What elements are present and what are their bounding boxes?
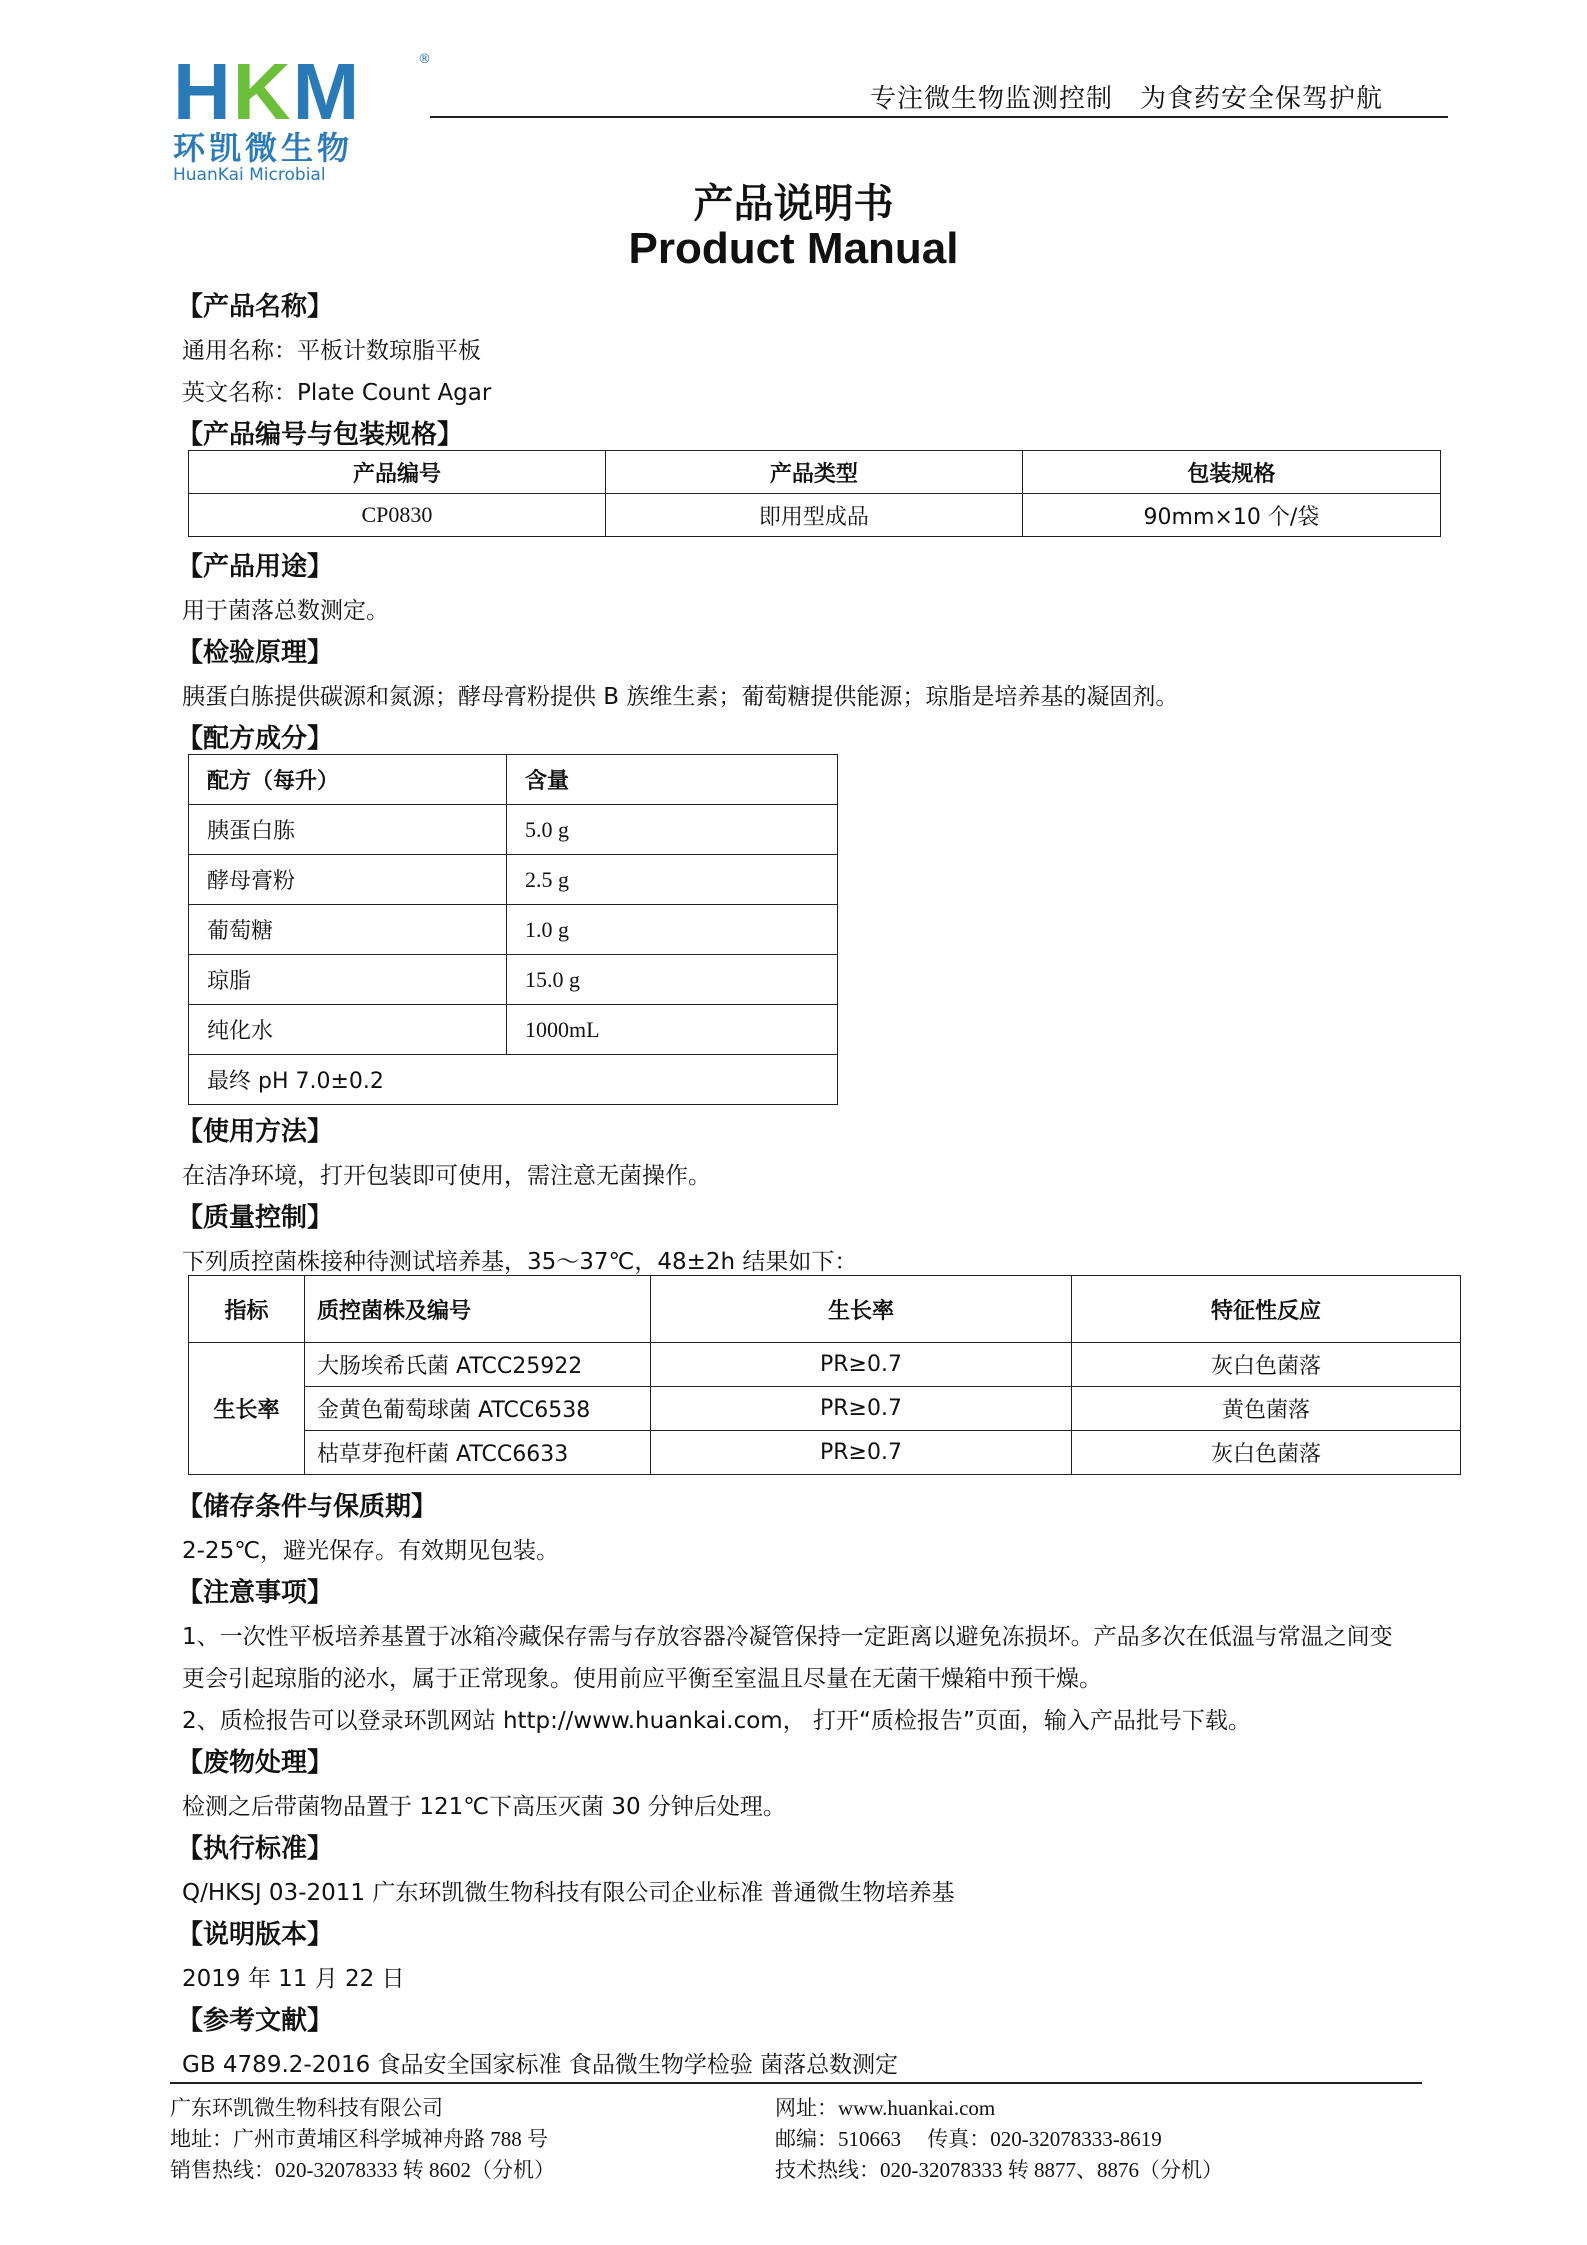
section-heading-method: 【使用方法】 (177, 1117, 334, 1147)
table-row (189, 855, 838, 905)
qc-reaction: 灰白色菌落 (1072, 1343, 1461, 1387)
qc-reaction: 灰白色菌落 (1072, 1431, 1461, 1475)
footer-tech-hotline: 技术热线：020-32078333 转 8877、8876（分机） (775, 2158, 1223, 2182)
header-divider (430, 116, 1448, 118)
notes-line: 1、一次性平板培养基置于冰箱冷藏保存需与存放容器冷凝管保持一定距离以避免冻损坏。产品多次在低温与常温之间变 (182, 1624, 1393, 1650)
amount: 2.5 g (507, 855, 838, 905)
table-row (189, 905, 838, 955)
section-heading-qc: 【质量控制】 (177, 1203, 334, 1233)
ingredient: 胰蛋白胨 (189, 805, 507, 855)
method-text: 在洁净环境，打开包装即可使用，需注意无菌操作。 (182, 1163, 711, 1189)
table-row (189, 1387, 1461, 1431)
title-english: Product Manual (628, 224, 959, 273)
qc-header: 质控菌株及编号 (305, 1276, 651, 1343)
ingredient: 琼脂 (189, 955, 507, 1005)
section-heading-packaging: 【产品编号与包装规格】 (177, 420, 464, 450)
amount: 1000mL (507, 1005, 838, 1055)
qc-group-label: 生长率 (189, 1343, 305, 1475)
package-spec: 90mm×10 个/袋 (1022, 494, 1440, 537)
footer-post-fax: 邮编：510663 传真：020-32078333-8619 (775, 2127, 1162, 2151)
section-heading-reference: 【参考文献】 (177, 2006, 334, 2036)
principle-text: 胰蛋白胨提供碳源和氮源；酵母膏粉提供 B 族维生素；葡萄糖提供能源；琼脂是培养基的凝固剂。 (182, 684, 1179, 710)
formula-header: 含量 (507, 755, 838, 805)
formula-table (188, 754, 838, 1105)
table-row (189, 494, 1441, 537)
reference-text: GB 4789.2-2016 食品安全国家标准 食品微生物学检验 菌落总数测定 (182, 2052, 899, 2078)
table-row (189, 1431, 1461, 1475)
logo-english-name: HuanKai Microbial (173, 165, 326, 185)
qc-strain: 金黄色葡萄球菌 ATCC6538 (305, 1387, 651, 1431)
ingredient: 酵母膏粉 (189, 855, 507, 905)
section-heading-standard: 【执行标准】 (177, 1834, 334, 1864)
section-heading-formula: 【配方成分】 (177, 724, 334, 754)
registered-icon: ® (418, 52, 431, 67)
logo-chinese-name: 环凯微生物 (173, 129, 354, 167)
ingredient: 纯化水 (189, 1005, 507, 1055)
notes-line: 2、质检报告可以登录环凯网站 http://www.huankai.com， 打开“质检报告”页面，输入产品批号下载。 (182, 1708, 1251, 1734)
table-row (189, 1005, 838, 1055)
formula-header: 配方（每升） (189, 755, 507, 805)
section-heading-usage: 【产品用途】 (177, 552, 334, 582)
generic-name: 通用名称：平板计数琼脂平板 (182, 338, 481, 364)
footer-address: 地址：广州市黄埔区科学城神舟路 788 号 (170, 2127, 548, 2151)
qc-header: 特征性反应 (1072, 1276, 1461, 1343)
header-slogan: 专注微生物监测控制 为食药安全保驾护航 (870, 84, 1384, 114)
qc-reaction: 黄色菌落 (1072, 1387, 1461, 1431)
storage-text: 2-25℃，避光保存。有效期见包装。 (182, 1538, 560, 1564)
qc-strain: 大肠埃希氏菌 ATCC25922 (305, 1343, 651, 1387)
qc-strain: 枯草芽孢杆菌 ATCC6633 (305, 1431, 651, 1475)
company-logo (173, 47, 433, 185)
packaging-table (188, 450, 1441, 537)
version-text: 2019 年 11 月 22 日 (182, 1966, 405, 1992)
qc-growth: PR≥0.7 (651, 1387, 1072, 1431)
table-row (189, 1343, 1461, 1387)
table-row (189, 805, 838, 855)
section-heading-notes: 【注意事项】 (177, 1578, 334, 1608)
footer-divider (170, 2082, 1422, 2084)
product-type: 即用型成品 (605, 494, 1022, 537)
qc-growth: PR≥0.7 (651, 1343, 1072, 1387)
amount: 15.0 g (507, 955, 838, 1005)
section-heading-version: 【说明版本】 (177, 1920, 334, 1950)
standard-text: Q/HKSJ 03-2011 广东环凯微生物科技有限公司企业标准 普通微生物培养基 (182, 1880, 955, 1906)
footer-company: 广东环凯微生物科技有限公司 (170, 2096, 443, 2120)
qc-header: 指标 (189, 1276, 305, 1343)
notes-line: 更会引起琼脂的泌水，属于正常现象。使用前应平衡至室温且尽量在无菌干燥箱中预干燥。 (182, 1666, 1102, 1692)
packaging-header: 包装规格 (1022, 451, 1440, 494)
english-name: 英文名称：Plate Count Agar (182, 380, 492, 406)
table-row (189, 1055, 838, 1105)
qc-growth: PR≥0.7 (651, 1431, 1072, 1475)
amount: 5.0 g (507, 805, 838, 855)
final-ph: 最终 pH 7.0±0.2 (189, 1055, 838, 1105)
section-heading-waste: 【废物处理】 (177, 1748, 334, 1778)
product-code: CP0830 (189, 494, 606, 537)
packaging-header: 产品类型 (605, 451, 1022, 494)
qc-header: 生长率 (651, 1276, 1072, 1343)
section-heading-name: 【产品名称】 (177, 292, 334, 322)
qc-table (188, 1275, 1461, 1475)
footer-sales-hotline: 销售热线：020-32078333 转 8602（分机） (170, 2158, 555, 2182)
logo-mark: HKM (173, 47, 362, 136)
footer-website: 网址：www.huankai.com (775, 2096, 996, 2120)
packaging-header: 产品编号 (189, 451, 606, 494)
table-row (189, 955, 838, 1005)
ingredient: 葡萄糖 (189, 905, 507, 955)
qc-intro: 下列质控菌株接种待测试培养基，35～37℃，48±2h 结果如下： (182, 1249, 858, 1275)
section-heading-principle: 【检验原理】 (177, 638, 334, 668)
title-chinese: 产品说明书 (693, 181, 894, 227)
section-heading-storage: 【储存条件与保质期】 (177, 1492, 438, 1522)
usage-text: 用于菌落总数测定。 (182, 598, 389, 624)
amount: 1.0 g (507, 905, 838, 955)
waste-text: 检测之后带菌物品置于 121℃下高压灭菌 30 分钟后处理。 (182, 1794, 786, 1820)
